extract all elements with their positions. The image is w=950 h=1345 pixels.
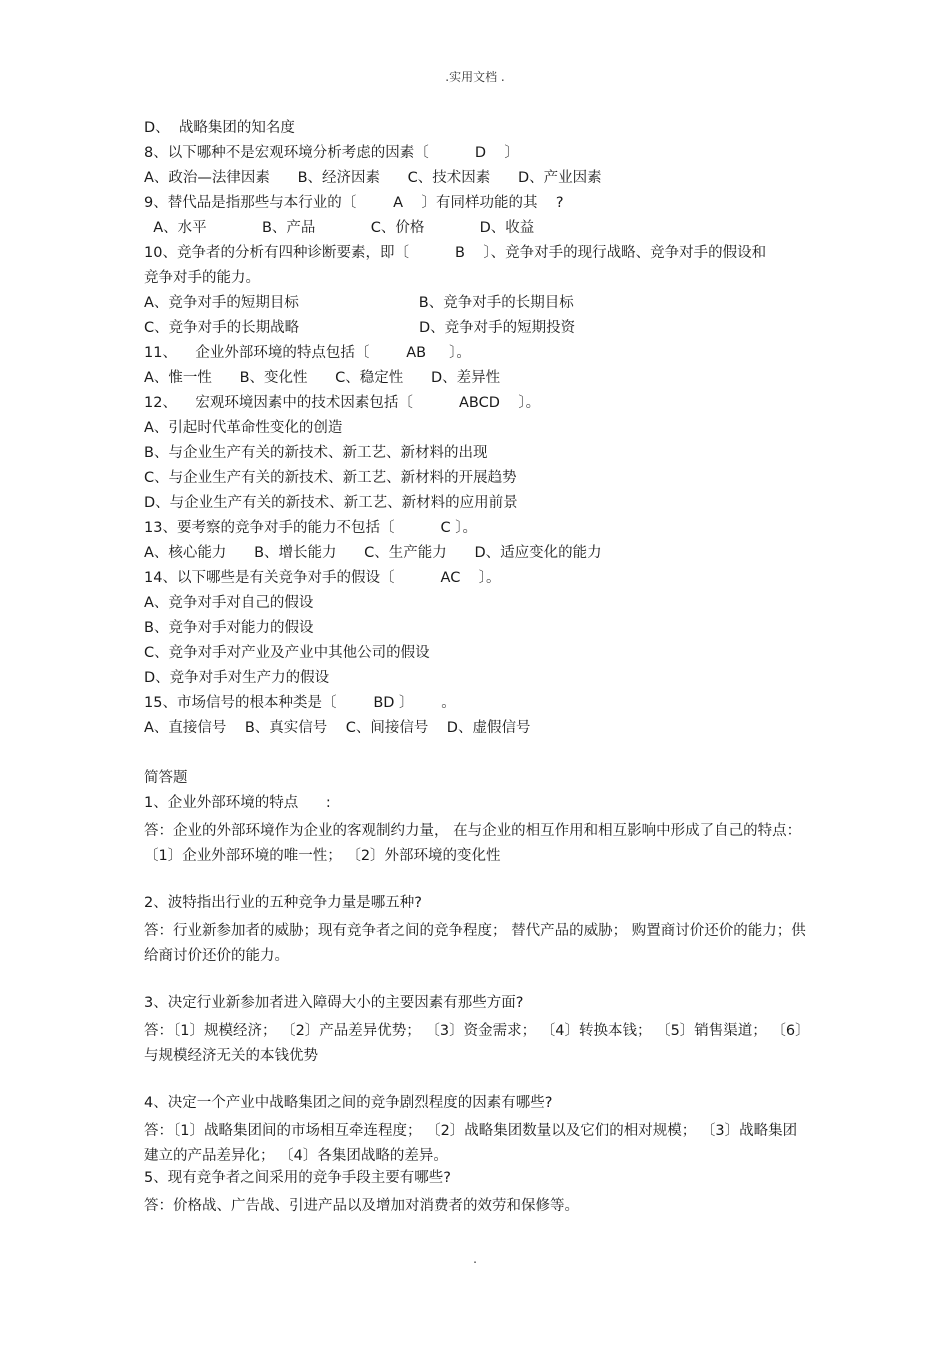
short-answer-2: 答：行业新参加者的威胁；现有竞争者之间的竞争程度； 替代产品的威胁； 购置商讨价还价的能力；供给商讨价还价的能力。 [144, 923, 806, 964]
question-10: 10、竞争者的分析有四种诊断要素，即〔 B 〕、竞争对手的现行战略、竞争对手的假设和 [144, 245, 767, 261]
question-15-options: A、直接信号 B、真实信号 C、间接信号 D、虚假信号 [144, 720, 531, 736]
question-9-options: A、水平 B、产品 C、价格 D、收益 [144, 220, 535, 236]
question-12-option-c: C、与企业生产有关的新技术、新工艺、新材料的开展趋势 [144, 470, 517, 486]
short-question-1: 1、企业外部环境的特点 : [144, 795, 331, 811]
short-answer-1: 答：企业的外部环境作为企业的客观制约力量， 在与企业的相互作用和相互影响中形成了自己的特点：〔1〕企业外部环境的唯一性； 〔2〕外部环境的变化性 [144, 823, 802, 864]
question-12-option-d: D、与企业生产有关的新技术、新工艺、新材料的应用前景 [144, 495, 518, 511]
question-14-option-a: A、竞争对手对自己的假设 [144, 595, 314, 611]
question-14-option-b: B、竞争对手对能力的假设 [144, 620, 314, 636]
question-10-cont: 竞争对手的能力。 [144, 270, 260, 286]
page-footer: . [473, 1252, 477, 1266]
page-header: .实用文档 . [445, 70, 505, 84]
question-12-option-a: A、引起时代革命性变化的创造 [144, 420, 343, 436]
short-question-2: 2、波特指出行业的五种竞争力量是哪五种? [144, 895, 422, 911]
question-11: 11、 企业外部环境的特点包括〔 AB 〕。 [144, 345, 471, 361]
question-13: 13、要考察的竞争对手的能力不包括〔 C 〕。 [144, 520, 478, 536]
question-11-options: A、惟一性 B、变化性 C、稳定性 D、差异性 [144, 370, 501, 386]
short-answer-4: 答：〔1〕战略集团间的市场相互牵连程度； 〔2〕战略集团数量以及它们的相对规模； 〔3〕战略集团建立的产品差异化； 〔4〕各集团战略的差异。 [144, 1123, 798, 1164]
short-question-3: 3、决定行业新参加者进入障碍大小的主要因素有那些方面? [144, 995, 524, 1011]
short-question-4: 4、决定一个产业中战略集团之间的竞争剧烈程度的因素有哪些? [144, 1095, 553, 1111]
section-heading: 简答题 [144, 770, 188, 786]
question-9: 9、替代品是指那些与本行业的〔 A 〕有同样功能的其 ? [144, 195, 564, 211]
question-14-option-c: C、竞争对手对产业及产业中其他公司的假设 [144, 645, 430, 661]
question-13-options: A、核心能力 B、增长能力 C、生产能力 D、适应变化的能力 [144, 545, 602, 561]
short-answer-3: 答：〔1〕规模经济； 〔2〕产品差异优势； 〔3〕资金需求； 〔4〕转换本钱； 〔5〕销售渠道； 〔6〕与规模经济无关的本钱优势 [144, 1023, 803, 1064]
short-question-5: 5、现有竞争者之间采用的竞争手段主要有哪些? [144, 1170, 451, 1186]
question-12: 12、 宏观环境因素中的技术因素包括〔 ABCD 〕。 [144, 395, 541, 411]
question-14: 14、以下哪些是有关竞争对手的假设〔 AC 〕。 [144, 570, 501, 586]
question-14-option-d: D、竞争对手对生产力的假设 [144, 670, 330, 686]
question-8-options: A、政治—法律因素 B、经济因素 C、技术因素 D、产业因素 [144, 170, 602, 186]
short-answer-5: 答：价格战、广告战、引进产品以及增加对消费者的效劳和保修等。 [144, 1198, 579, 1214]
question-12-option-b: B、与企业生产有关的新技术、新工艺、新材料的出现 [144, 445, 488, 461]
option-line: D、 战略集团的知名度 [144, 120, 295, 136]
question-15: 15、市场信号的根本种类是〔 BD 〕 。 [144, 695, 456, 711]
question-8: 8、以下哪种不是宏观环境分析考虑的因素〔 D 〕 [144, 145, 519, 161]
question-10-options-1: A、竞争对手的短期目标 B、竞争对手的长期目标 [144, 295, 574, 311]
question-10-options-2: C、竞争对手的长期战略 D、竞争对手的短期投资 [144, 320, 576, 336]
